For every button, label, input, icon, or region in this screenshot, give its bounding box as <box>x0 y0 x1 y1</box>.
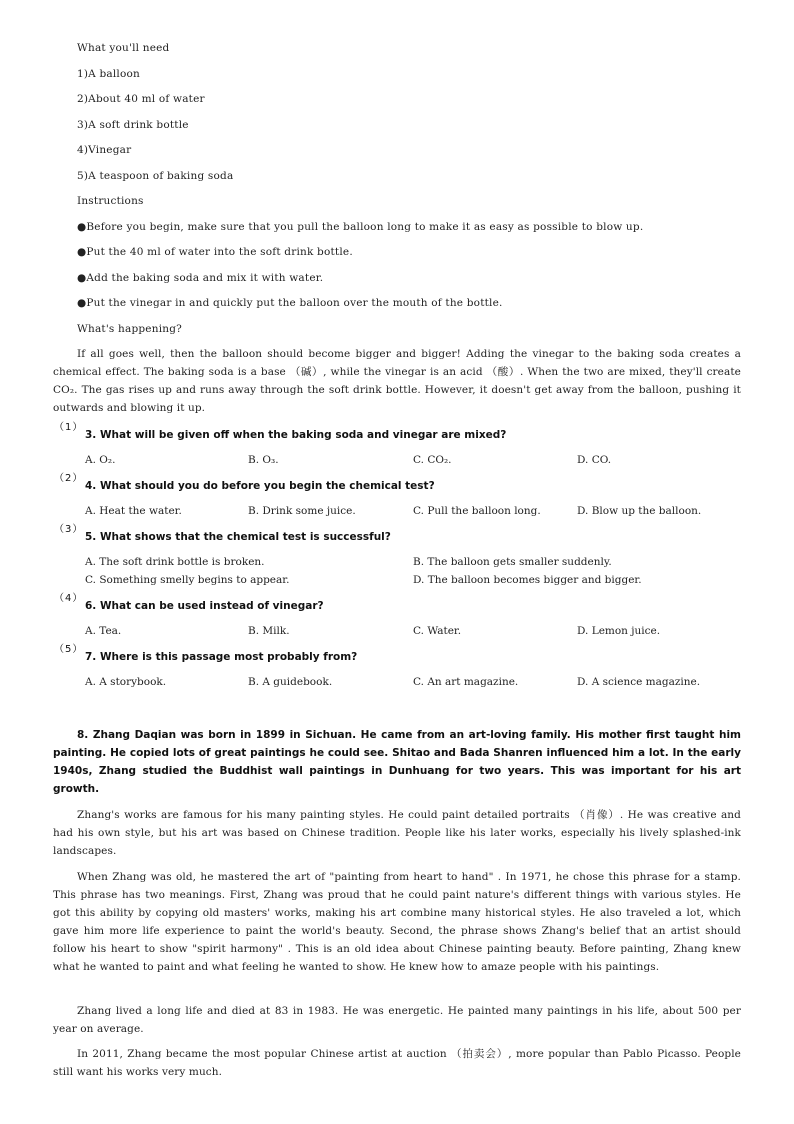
question-3-text: 5. What shows that the chemical test is successful? <box>85 531 391 543</box>
question-5-text: 7. Where is this passage most probably from? <box>85 651 358 663</box>
question-5-option-a[interactable]: A. A storybook. <box>85 676 167 688</box>
question-4-option-d[interactable]: D. Lemon juice. <box>577 625 661 637</box>
happening-paragraph: If all goes well, then the balloon should become bigger and bigger! Adding the vinegar to the baking soda creates a chemical effect. The baking soda is a base （碱）, while the vinegar is an acid （酸）. When the two are mixed, they'll create CO₂. The gas rises up and runs away through the soft drink bottle. However, it doesn't get away from the balloon, pushing it outwards and blowing it up. <box>53 348 741 414</box>
question-1-option-d[interactable]: D. CO. <box>577 454 612 466</box>
question-1-option-c[interactable]: C. CO₂. <box>413 454 452 466</box>
passage-8-paragraph-4: In 2011, Zhang became the most popular Chinese artist at auction （拍卖会）, more popular than Pablo Picasso. People still want his works very much. <box>53 1048 741 1078</box>
needs-item-5: 5)A teaspoon of baking soda <box>77 170 234 182</box>
question-3-option-a[interactable]: A. The soft drink bottle is broken. <box>85 556 265 568</box>
passage-8-paragraph-2: When Zhang was old, he mastered the art of "painting from heart to hand" . In 1971, he chose this phrase for a stamp. This phrase has two meanings. First, Zhang was proud that he could paint nature's different things with various styles. He got this ability by copying old masters' works, making his art combine many historical styles. He also traveled a lot, which gave him more life experience to paint the world's beauty. Second, the phrase shows Zhang's belief that an artist should follow his heart to show "spirit harmony" . This is an old idea about Chinese painting beauty. Before painting, Zhang knew what he wanted to paint and what feeling he wanted to show. He knew how to amaze people with his paintings. <box>53 871 741 973</box>
question-1-option-a[interactable]: A. O₂. <box>85 454 116 466</box>
needs-item-1: 1)A balloon <box>77 68 141 80</box>
question-4-option-c[interactable]: C. Water. <box>413 625 462 637</box>
question-3-option-d[interactable]: D. The balloon becomes bigger and bigger. <box>413 574 642 586</box>
needs-item-2: 2)About 40 ml of water <box>77 93 205 105</box>
instructions-heading: Instructions <box>77 195 144 207</box>
question-1-option-b[interactable]: B. O₃. <box>248 454 279 466</box>
instruction-step-2: ●Put the 40 ml of water into the soft drink bottle. <box>77 246 353 258</box>
passage-8-intro: 8. Zhang Daqian was born in 1899 in Sichuan. He came from an art-loving family. His mother first taught him painting. He copied lots of great paintings he could see. Shitao and Bada Shanren influenced him a lot. In the early 1940s, Zhang studied the Buddhist wall paintings in Dunhuang for two years. This was important for his art growth. <box>53 729 741 795</box>
question-4-option-a[interactable]: A. Tea. <box>85 625 122 637</box>
question-2-option-c[interactable]: C. Pull the balloon long. <box>413 505 541 517</box>
question-2-option-a[interactable]: A. Heat the water. <box>85 505 182 517</box>
question-1-number: （1） <box>54 422 84 433</box>
instruction-step-4: ●Put the vinegar in and quickly put the balloon over the mouth of the bottle. <box>77 297 503 309</box>
needs-heading: What you'll need <box>77 42 170 54</box>
question-5-number: （5） <box>54 644 84 655</box>
question-2-number: （2） <box>54 473 84 484</box>
question-1-text: 3. What will be given off when the baking soda and vinegar are mixed? <box>85 429 507 441</box>
question-4-number: （4） <box>54 593 84 604</box>
question-2-option-d[interactable]: D. Blow up the balloon. <box>577 505 702 517</box>
needs-item-3: 3)A soft drink bottle <box>77 119 189 131</box>
instruction-step-1: ●Before you begin, make sure that you pull the balloon long to make it as easy as possible to blow up. <box>77 221 644 233</box>
question-3-number: （3） <box>54 524 84 535</box>
needs-item-4: 4)Vinegar <box>77 144 132 156</box>
question-5-option-d[interactable]: D. A science magazine. <box>577 676 701 688</box>
question-4-option-b[interactable]: B. Milk. <box>248 625 290 637</box>
passage-8-paragraph-3: Zhang lived a long life and died at 83 in 1983. He was energetic. He painted many paintings in his life, about 500 per year on average. <box>53 1005 741 1035</box>
question-5-option-c[interactable]: C. An art magazine. <box>413 676 519 688</box>
happening-heading: What's happening? <box>77 323 182 335</box>
question-2-text: 4. What should you do before you begin the chemical test? <box>85 480 435 492</box>
passage-8-paragraph-1: Zhang's works are famous for his many painting styles. He could paint detailed portraits （肖像）. He was creative and had his own style, but his art was based on Chinese tradition. People like his later works, especially his lively splashed-ink landscapes. <box>53 809 741 857</box>
instruction-step-3: ●Add the baking soda and mix it with water. <box>77 272 324 284</box>
question-3-option-b[interactable]: B. The balloon gets smaller suddenly. <box>413 556 612 568</box>
question-3-option-c[interactable]: C. Something smelly begins to appear. <box>85 574 290 586</box>
question-2-option-b[interactable]: B. Drink some juice. <box>248 505 356 517</box>
question-4-text: 6. What can be used instead of vinegar? <box>85 600 324 612</box>
question-5-option-b[interactable]: B. A guidebook. <box>248 676 333 688</box>
